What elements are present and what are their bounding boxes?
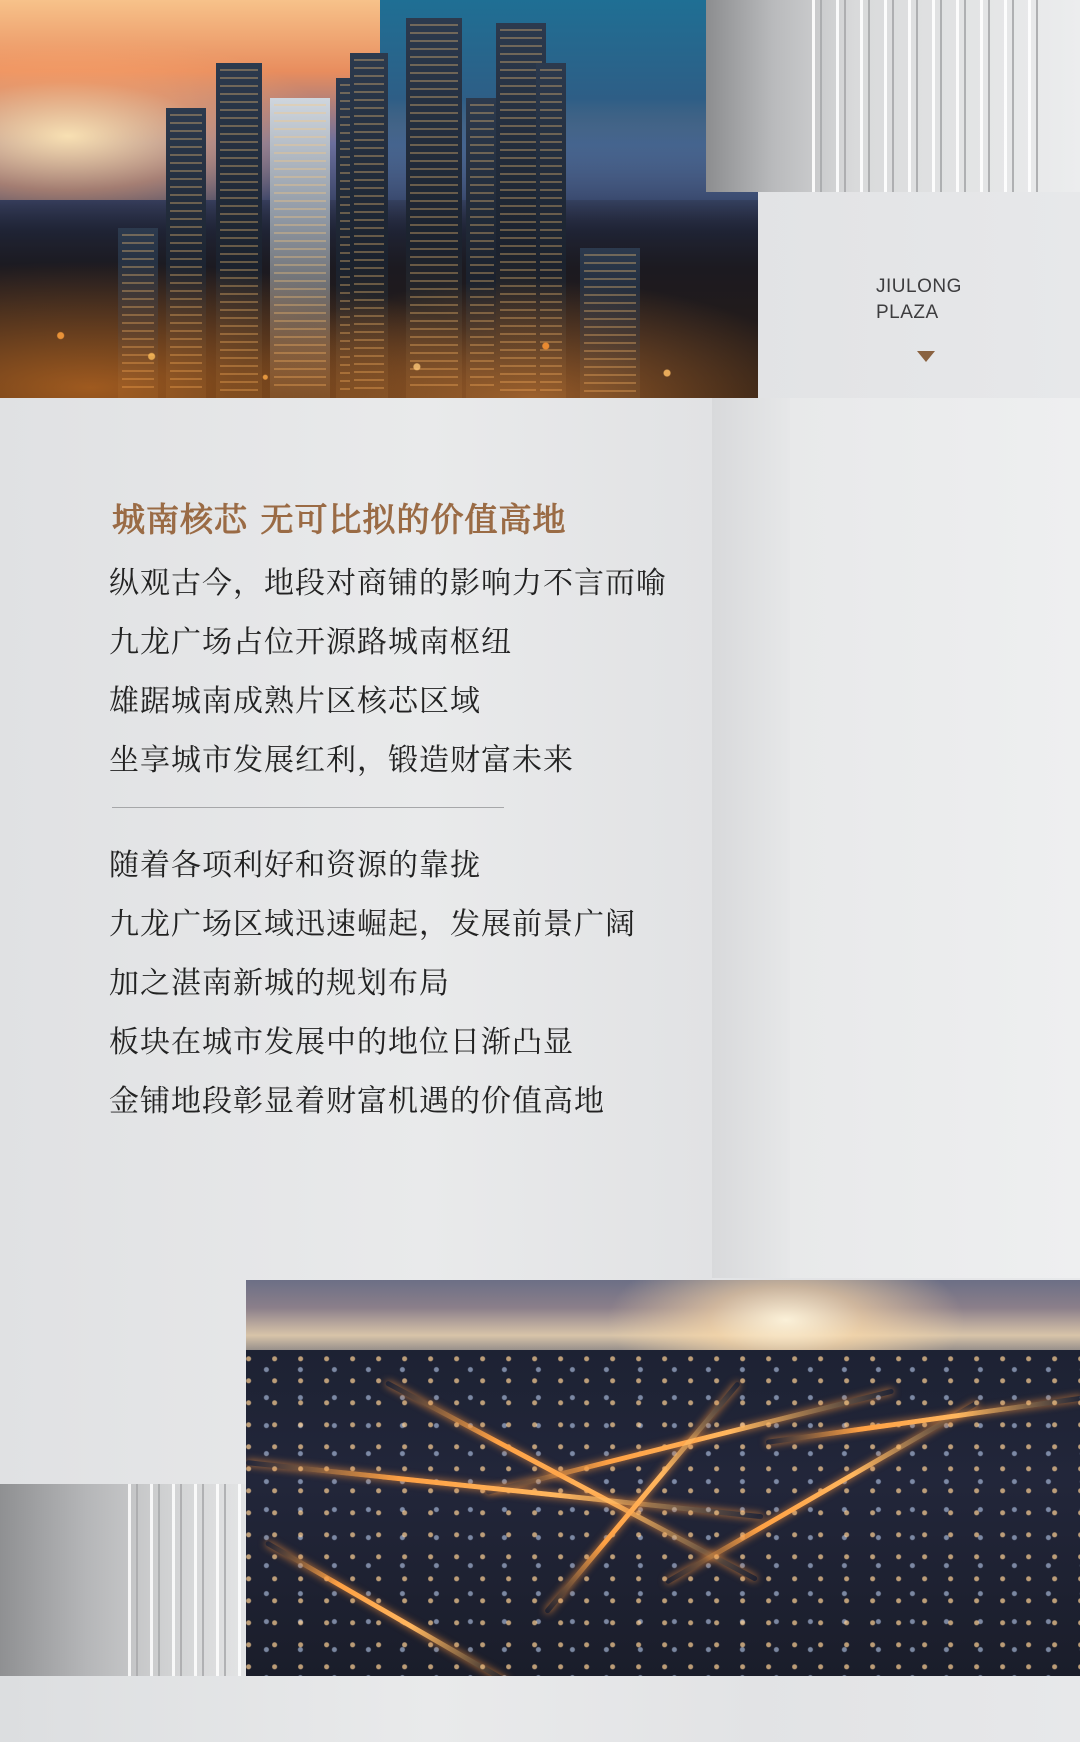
brand-line-2: PLAZA: [876, 302, 939, 323]
decorative-stripe-lines: [128, 1484, 246, 1676]
divider-line: [112, 807, 504, 808]
paragraph-line: 九龙广场占位开源路城南枢纽: [109, 625, 512, 660]
brand-line-1: JIULONG: [876, 276, 962, 297]
vertical-shade-band: [712, 398, 790, 1278]
down-triangle-icon: [917, 351, 935, 362]
section-heading: 城南核芯 无可比拟的价值高地: [112, 500, 567, 539]
paragraph-line: 板块在城市发展中的地位日渐凸显: [109, 1025, 574, 1060]
city-skyline-photo: [0, 0, 758, 398]
decorative-stripe-lines: [812, 0, 1042, 192]
paragraph-line: 纵观古今，地段对商铺的影响力不言而喻: [109, 566, 667, 601]
city-grid: [246, 1350, 1080, 1676]
night-city-aerial-photo: [246, 1280, 1080, 1676]
paragraph-line: 九龙广场区域迅速崛起，发展前景广阔: [109, 907, 636, 942]
paragraph-2: [109, 836, 636, 1131]
paragraph-1: [109, 554, 667, 790]
paragraph-line: 坐享城市发展红利，锻造财富未来: [109, 743, 574, 778]
brand-label: [876, 274, 962, 326]
paragraph-line: 随着各项利好和资源的靠拢: [109, 848, 481, 883]
paragraph-line: 加之湛南新城的规划布局: [109, 966, 450, 1001]
paragraph-line: 金铺地段彰显着财富机遇的价值高地: [109, 1084, 605, 1119]
right-background: [790, 398, 1080, 1278]
city-lights: [0, 190, 758, 398]
paragraph-line: 雄踞城南成熟片区核芯区域: [109, 684, 481, 719]
